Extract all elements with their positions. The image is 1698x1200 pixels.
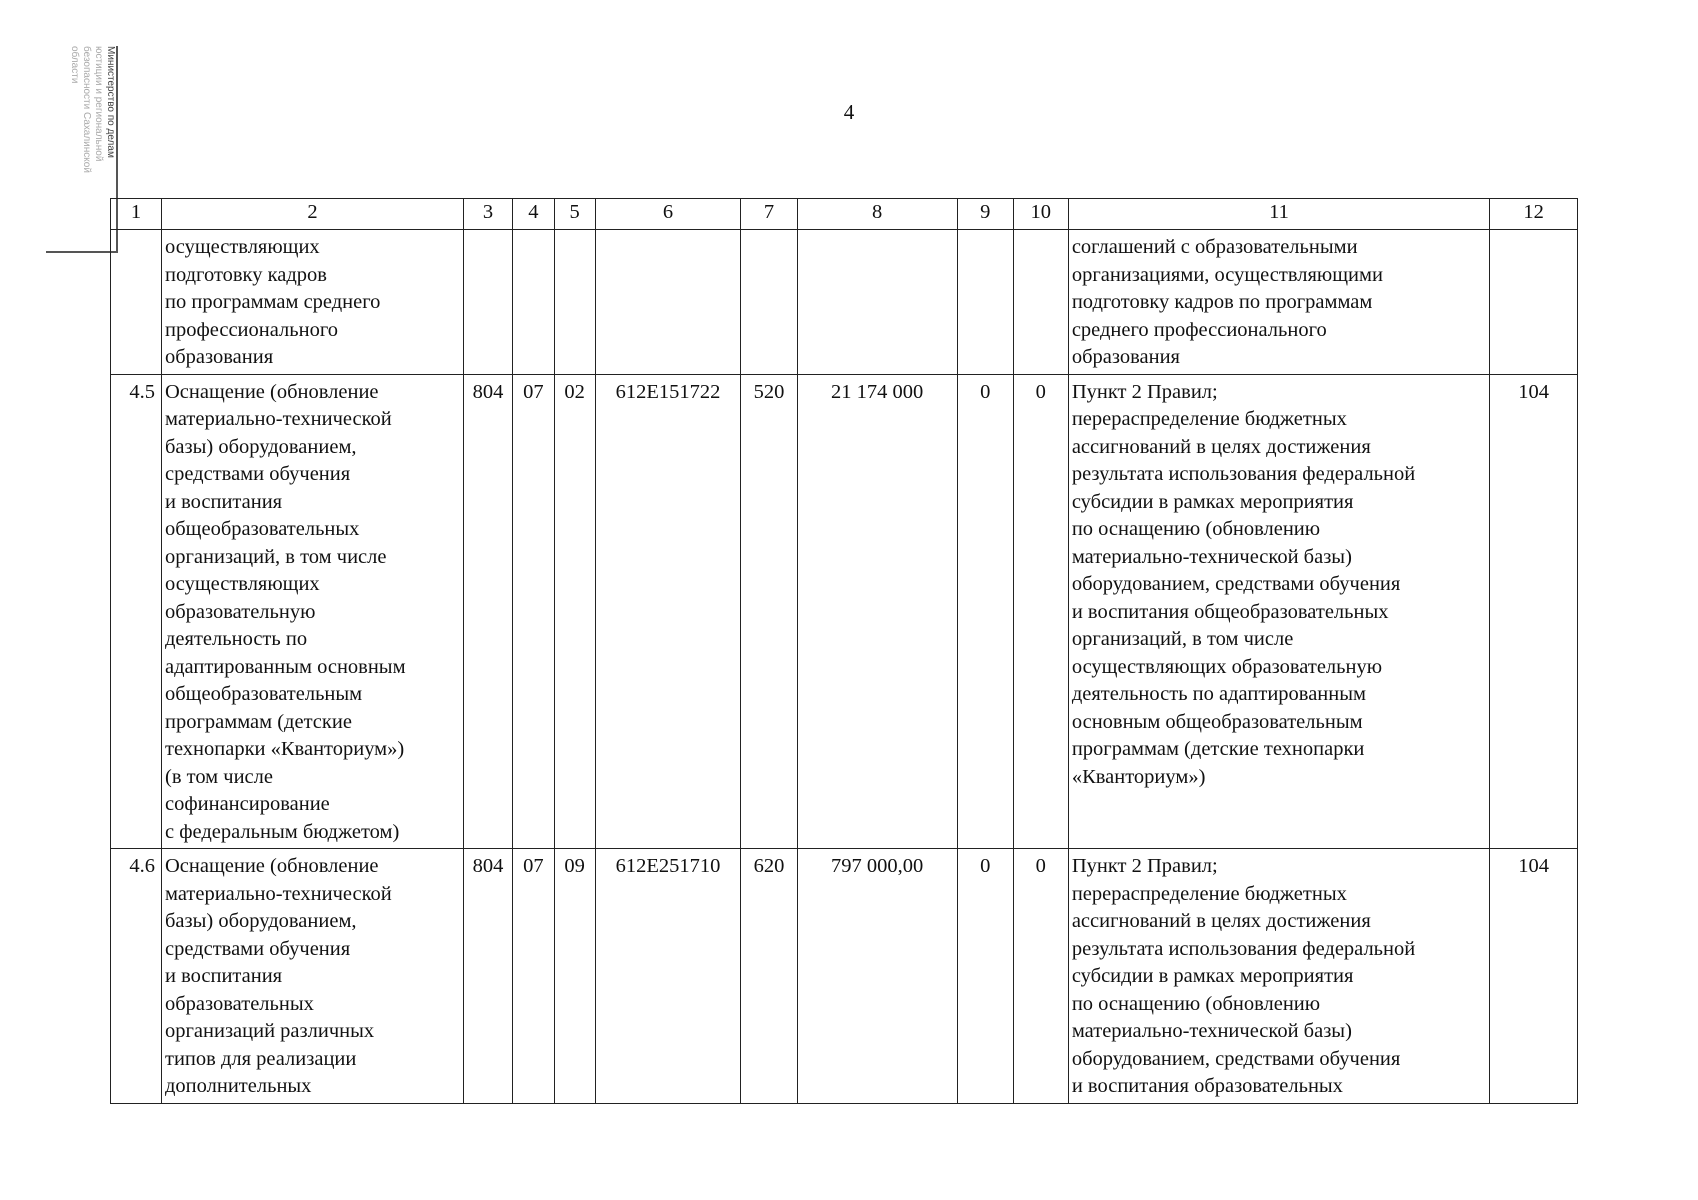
cell-text-line: средствами обучения — [165, 937, 351, 960]
table-row — [111, 230, 1578, 375]
column-header: 10 — [1013, 199, 1068, 230]
code-value: 104 — [1490, 849, 1578, 1104]
cell-text-line: подготовку кадров по программам — [1071, 291, 1373, 313]
cell-text-line: средствами обучения — [165, 463, 351, 485]
amount-value: 21 174 000 — [797, 374, 957, 849]
cell-text-line: организациями, осуществляющими — [1071, 263, 1383, 286]
amount-value — [797, 230, 957, 375]
cell-text-line: соглашений с образовательными — [1071, 236, 1358, 258]
cell-text-line: оборудованием, средствами обучения — [1071, 1047, 1401, 1070]
target-article-code: 612E251710 — [595, 849, 741, 1104]
item-description — [162, 374, 464, 849]
cell-text-line: деятельность по адаптированным — [1071, 683, 1366, 705]
col10-value — [1013, 230, 1068, 375]
cell-text-line: основным общеобразовательным — [1071, 710, 1363, 733]
target-article-code: 612E151722 — [595, 374, 741, 849]
cell-text-line: материально-технической — [165, 408, 392, 430]
cell-text-line: базы) оборудованием, — [165, 910, 357, 932]
code-value: 104 — [1490, 374, 1578, 849]
subsection-code: 09 — [554, 849, 595, 1104]
cell-text-line: среднего профессионального — [1071, 318, 1327, 341]
column-header: 4 — [512, 199, 554, 230]
ministry-code: 804 — [463, 374, 512, 849]
cell-text-line: образования — [1071, 346, 1180, 368]
cell-text-line: ассигнований в целях достижения — [1071, 910, 1371, 932]
cell-text-line: Пункт 2 Правил; — [1071, 380, 1218, 403]
cell-text-line: Пункт 2 Правил; — [1071, 855, 1218, 877]
cell-text-line: организаций различных — [165, 1020, 375, 1042]
stamp-line: Министерство по делам — [105, 46, 116, 158]
cell-text-line: организаций, в том числе — [1071, 628, 1294, 650]
budget-table — [110, 198, 1578, 1104]
item-number: 4.6 — [111, 849, 162, 1104]
code-value — [1490, 230, 1578, 375]
cell-text-line: по программам среднего — [165, 291, 381, 313]
page-number: 4 — [843, 100, 855, 124]
cell-text-line: «Кванториум») — [1071, 765, 1206, 788]
cell-text-line: и воспитания — [165, 965, 283, 987]
cell-text-line: оборудованием, средствами обучения — [1071, 573, 1401, 595]
cell-text-line: Оснащение (обновление — [165, 855, 379, 877]
column-header: 2 — [162, 199, 464, 230]
column-header: 12 — [1490, 199, 1578, 230]
column-header: 7 — [741, 199, 797, 230]
col9-value — [957, 230, 1013, 375]
ministry-code — [463, 230, 512, 375]
cell-text-line: перераспределение бюджетных — [1071, 882, 1347, 905]
registration-stamp — [46, 46, 118, 253]
target-article-code — [595, 230, 741, 375]
amount-value: 797 000,00 — [797, 849, 957, 1104]
column-header: 8 — [797, 199, 957, 230]
cell-text-line: технопарки «Кванториум») — [165, 738, 405, 760]
basis-text — [1068, 374, 1489, 849]
subsection-code — [554, 230, 595, 375]
column-header: 3 — [463, 199, 512, 230]
cell-text-line: перераспределение бюджетных — [1071, 408, 1347, 430]
item-number: 4.5 — [111, 374, 162, 849]
col10-value: 0 — [1013, 374, 1068, 849]
column-header: 9 — [957, 199, 1013, 230]
cell-text-line: деятельность по — [165, 628, 308, 650]
col9-value: 0 — [957, 374, 1013, 849]
cell-text-line: профессионального — [165, 318, 338, 341]
header-row — [111, 199, 1578, 230]
item-description — [162, 849, 464, 1104]
cell-text-line: ассигнований в целях достижения — [1071, 435, 1371, 458]
section-code — [512, 230, 554, 375]
table-row — [111, 374, 1578, 849]
column-header: 1 — [111, 199, 162, 230]
cell-text-line: дополнительных — [165, 1075, 312, 1097]
cell-text-line: программам (детские — [165, 710, 352, 733]
cell-text-line: субсидии в рамках мероприятия — [1071, 965, 1354, 987]
column-header: 5 — [554, 199, 595, 230]
cell-text-line: осуществляющих — [165, 573, 320, 595]
section-code: 07 — [512, 374, 554, 849]
cell-text-line: (в том числе — [165, 765, 273, 788]
cell-text-line: софинансирование — [165, 793, 330, 815]
cell-text-line: подготовку кадров — [165, 263, 327, 286]
basis-text — [1068, 849, 1489, 1104]
table-row — [111, 849, 1578, 1104]
cell-text-line: организаций, в том числе — [165, 545, 387, 568]
cell-text-line: образовательную — [165, 600, 316, 623]
item-description — [162, 230, 464, 375]
stamp-line: безопасности Сахалинской — [81, 46, 92, 173]
cell-text-line: материально-технической — [165, 882, 392, 905]
col10-value: 0 — [1013, 849, 1068, 1104]
cell-text-line: программам (детские технопарки — [1071, 738, 1365, 760]
subsection-code: 02 — [554, 374, 595, 849]
cell-text-line: образования — [165, 346, 274, 368]
cell-text-line: адаптированным основным — [165, 655, 406, 678]
section-code: 07 — [512, 849, 554, 1104]
cell-text-line: по оснащению (обновлению — [1071, 518, 1321, 540]
stamp-text — [68, 46, 116, 251]
col9-value: 0 — [957, 849, 1013, 1104]
cell-text-line: с федеральным бюджетом) — [165, 820, 400, 843]
cell-text-line: и воспитания образовательных — [1071, 1075, 1343, 1097]
expense-type-code: 620 — [741, 849, 797, 1104]
cell-text-line: Оснащение (обновление — [165, 380, 379, 403]
cell-text-line: общеобразовательным — [165, 683, 363, 705]
cell-text-line: и воспитания — [165, 490, 283, 513]
cell-text-line: результата использования федеральной — [1071, 463, 1416, 485]
cell-text-line: базы) оборудованием, — [165, 435, 357, 458]
cell-text-line: и воспитания общеобразовательных — [1071, 600, 1389, 623]
cell-text-line: осуществляющих образовательную — [1071, 655, 1383, 678]
cell-text-line: субсидии в рамках мероприятия — [1071, 490, 1354, 513]
cell-text-line: общеобразовательных — [165, 518, 360, 540]
item-number — [111, 230, 162, 375]
stamp-line: юстиции и региональной — [93, 46, 104, 162]
stamp-line: области — [69, 46, 80, 84]
column-header: 6 — [595, 199, 741, 230]
ministry-code: 804 — [463, 849, 512, 1104]
cell-text-line: типов для реализации — [165, 1047, 357, 1070]
column-header: 11 — [1068, 199, 1489, 230]
basis-text — [1068, 230, 1489, 375]
cell-text-line: образовательных — [165, 992, 314, 1015]
cell-text-line: по оснащению (обновлению — [1071, 992, 1321, 1015]
cell-text-line: материально-технической базы) — [1071, 545, 1352, 568]
cell-text-line: осуществляющих — [165, 236, 320, 258]
expense-type-code — [741, 230, 797, 375]
cell-text-line: результата использования федеральной — [1071, 937, 1416, 960]
cell-text-line: материально-технической базы) — [1071, 1020, 1352, 1042]
expense-type-code: 520 — [741, 374, 797, 849]
